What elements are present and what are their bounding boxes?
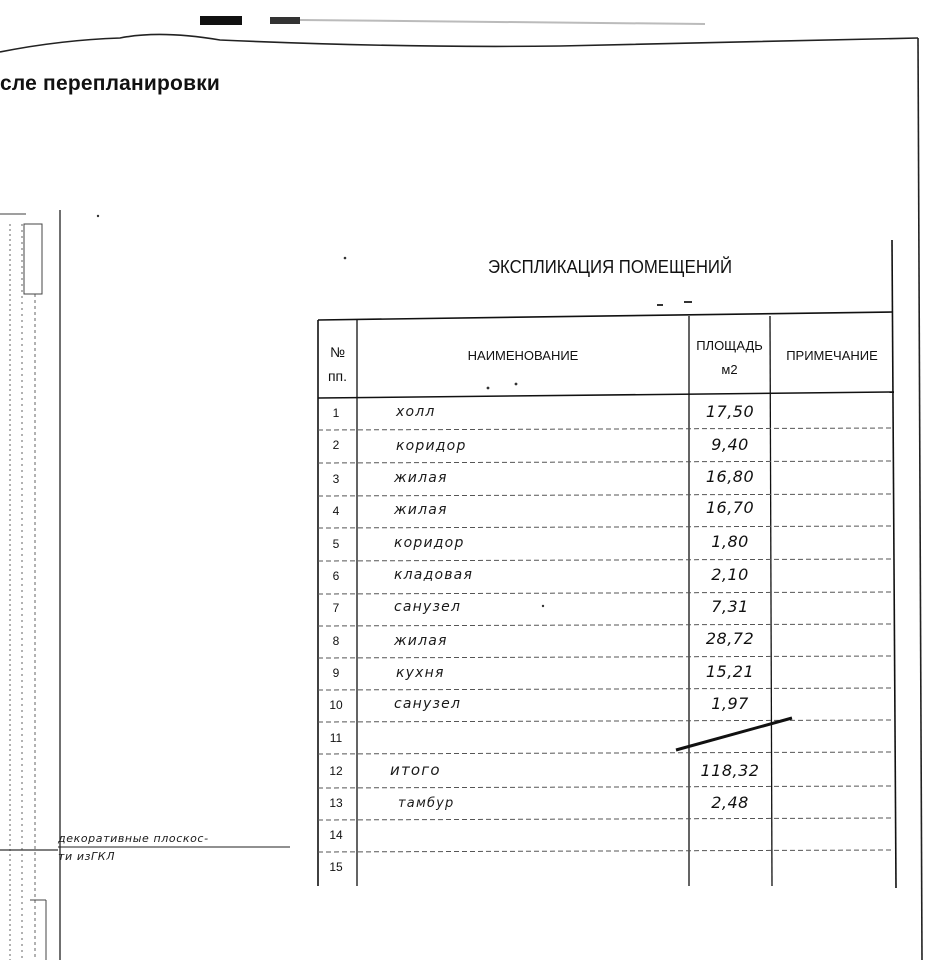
column-header-area — [689, 334, 770, 382]
room-area: 28,72 — [705, 629, 755, 648]
column-header-number — [318, 340, 357, 388]
room-name: коридор — [396, 438, 467, 454]
row-number: 12 — [329, 764, 343, 778]
row-number: 2 — [332, 438, 340, 452]
row-number: 8 — [332, 634, 340, 648]
row-number: 7 — [332, 601, 340, 615]
room-name: жилая — [394, 502, 448, 518]
side-note-line2: ти изГКЛ — [58, 850, 116, 863]
column-header-number-line2: пп. — [327, 368, 348, 384]
row-number: 13 — [329, 796, 343, 810]
scan-speck — [97, 215, 99, 217]
room-name: санузел — [394, 696, 462, 712]
row-number: 14 — [329, 828, 343, 842]
page-title: сле перепланировки — [0, 72, 221, 95]
row-number: 11 — [329, 731, 343, 745]
row-number: 10 — [329, 698, 343, 712]
room-name: санузел — [394, 599, 462, 615]
room-area: 1,97 — [711, 694, 749, 713]
row-number: 5 — [332, 537, 340, 551]
sheet-top-border — [0, 34, 918, 52]
room-area: 7,31 — [711, 597, 749, 616]
row-number: 1 — [332, 406, 340, 420]
room-name: итого — [390, 761, 441, 779]
room-area: 2,10 — [711, 565, 749, 584]
column-header-area-line2: м2 — [721, 362, 738, 377]
scan-speck — [515, 383, 518, 386]
scan-speck — [542, 605, 544, 607]
room-name: коридор — [394, 535, 465, 551]
column-header-name: НАИМЕНОВАНИЕ — [467, 348, 579, 363]
column-header-area-line1: ПЛОЩАДЬ — [696, 338, 763, 353]
room-area: 118,32 — [700, 761, 760, 780]
room-area: 16,80 — [705, 467, 755, 486]
room-area: 15,21 — [705, 662, 755, 681]
floor-plan-fragment — [0, 210, 60, 960]
scan-speck — [344, 257, 347, 260]
room-name: тамбур — [398, 796, 455, 811]
room-area: 17,50 — [705, 402, 755, 421]
row-number: 15 — [329, 860, 343, 874]
explication-table-grid — [318, 240, 896, 888]
column-header-note: ПРИМЕЧАНИЕ — [786, 348, 878, 363]
room-area: 2,48 — [711, 793, 749, 812]
table-heading: ЭКСПЛИКАЦИЯ ПОМЕЩЕНИЙ — [488, 257, 732, 277]
scan-mark — [300, 20, 705, 24]
room-name: кладовая — [394, 567, 474, 583]
room-name: жилая — [394, 470, 448, 486]
row-number: 4 — [332, 504, 340, 518]
side-note-line1: декоративные плоскос- — [58, 832, 209, 845]
room-name: кухня — [396, 665, 445, 681]
column-header-number-line1: № — [329, 344, 346, 360]
scan-mark — [270, 17, 300, 24]
room-area: 1,80 — [711, 532, 749, 551]
scan-mark — [200, 16, 242, 25]
row-number: 3 — [332, 472, 340, 486]
sheet-right-border — [918, 38, 922, 960]
row-number: 9 — [332, 666, 340, 680]
room-area: 9,40 — [711, 435, 749, 454]
scan-speck — [487, 387, 490, 390]
room-name: жилая — [394, 633, 448, 649]
room-area: 16,70 — [705, 498, 755, 517]
row-number: 6 — [332, 569, 340, 583]
room-name: холл — [396, 404, 436, 420]
